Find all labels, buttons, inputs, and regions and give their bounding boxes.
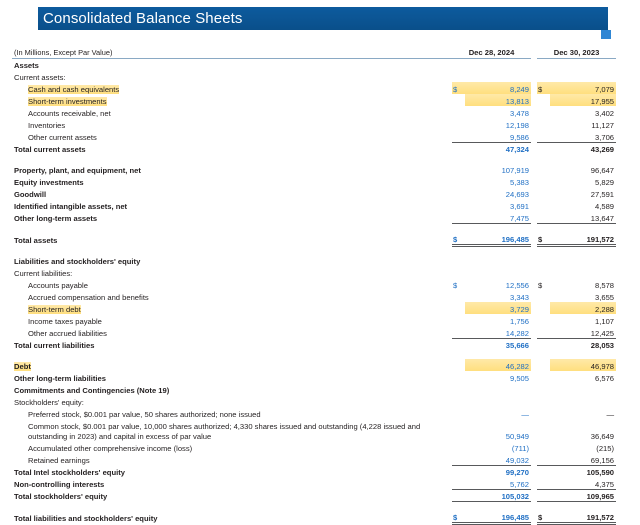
row-label-aoci: Accumulated other comprehensive income (loss) [28,444,193,453]
blank-cur-2 [537,187,550,199]
row-label-short-term-debt: Short-term debt [28,305,81,314]
blank-cur-1 [452,58,465,70]
row-value-common-2024: 50,949 [505,432,530,441]
rule-cur-2 [537,142,550,154]
blank-cur-1 [452,290,465,302]
row-value-debt-2023: 46,978 [550,359,616,371]
row-value-oal-2023: 12,425 [590,328,615,338]
row-spacer [12,245,616,254]
current-liabilities-heading: Current liabilities: [14,269,73,278]
row-label-preferred-stock: Preferred stock, $0.001 par value, 50 shares authorized; none issued [28,410,261,419]
blank-cur-1 [452,453,465,465]
balance-sheet-page [0,7,640,523]
table-row [12,94,616,106]
row-label-common-stock: Common stock, $0.001 par value, 10,000 shares authorized; 4,330 shares issued and outstanding (4,228 issued and outstanding in 2023) and capital in excess of par value [28,422,421,441]
row-label-other-long-term-liabilities: Other long-term liabilities [14,374,106,383]
row-value-accrued-comp-2023: 3,655 [595,293,615,302]
rule-cur-1 [452,465,465,477]
row-value-tcl-2023: 28,053 [550,338,616,350]
table-row-grand-total [12,501,616,523]
currency-symbol-2024: $ [452,501,465,523]
row-value-itp-2024: 1,756 [510,317,530,326]
table-row-total [12,338,616,350]
stockholders-equity-heading: Stockholders' equity: [14,398,84,407]
row-value-oal-2024: 14,282 [505,328,530,338]
blank-cur-2 [537,254,550,266]
blank-cur-2 [537,359,550,371]
blank-cur-1 [452,371,465,383]
rule-cur-1 [452,489,465,501]
blank-cur-2 [537,163,550,175]
currency-symbol-2024: $ [453,281,458,290]
row-label-total-stockholders-equity: Total stockholders' equity [14,492,108,501]
rule-cur-2 [537,338,550,350]
row-label-cash: Cash and cash equivalents [28,85,120,94]
table-row [12,130,616,142]
row-label-other-accrued-liabilities: Other accrued liabilities [28,329,107,338]
row-value-debt-2024: 46,282 [465,359,531,371]
blank-cur-2 [537,395,550,407]
row-value-sti-2023: 17,955 [550,94,616,106]
row-value-total-equity-2024: 105,032 [465,489,531,501]
table-row [12,302,616,314]
row-value-ppe-2023: 96,647 [590,166,615,175]
row-value-oltl-2024: 9,505 [510,374,530,383]
row-label-accounts-payable: Accounts payable [28,281,88,290]
blank-val-1 [465,254,531,266]
blank-val-1 [465,70,531,82]
table-row-total [12,465,616,477]
row-label-noncontrolling-interests: Non-controlling interests [14,480,105,489]
row-value-intangibles-2024: 3,691 [510,202,530,211]
row-label-commitments: Commitments and Contingencies (Note 19) [14,386,170,395]
row-value-std-2024: 3,729 [465,302,531,314]
blank-val-2 [550,70,616,82]
row-label-accrued-compensation: Accrued compensation and benefits [28,293,149,302]
table-row [12,106,616,118]
row-value-preferred-2023: — [606,410,615,419]
row-value-inventories-2023: 11,127 [591,121,615,130]
blank-cur-1 [452,254,465,266]
blank-cur-1 [452,314,465,326]
row-value-olta-2023: 13,647 [590,213,615,223]
blank-val-2 [550,383,616,395]
column-header-2024: Dec 28, 2024 [452,43,531,58]
currency-symbol-2024: $ [452,82,465,94]
blank-cur-1 [452,419,465,441]
table-row [12,199,616,211]
row-spacer [12,350,616,359]
blank-cur-2 [537,70,550,82]
rule-cur-2 [537,465,550,477]
row-label-other-current-assets: Other current assets [28,133,97,142]
resize-handle[interactable] [601,30,611,39]
row-value-goodwill-2023: 27,591 [590,190,615,199]
row-label-ppe: Property, plant, and equipment, net [14,166,141,175]
blank-cur-2 [537,175,550,187]
row-value-oca-2023: 3,706 [595,132,615,142]
row-label-inventories: Inventories [28,121,66,130]
section-heading-current-liabilities [12,266,616,278]
row-label-income-taxes-payable: Income taxes payable [28,317,102,326]
row-label-accounts-receivable: Accounts receivable, net [28,109,111,118]
rule-cur-2 [537,489,550,501]
row-value-oltl-2023: 6,576 [595,374,615,383]
current-assets-heading: Current assets: [14,73,66,82]
table-row [12,326,616,338]
blank-cur-2 [537,266,550,278]
blank-val-1 [465,58,531,70]
section-heading-assets [12,58,616,70]
row-value-eqinv-2023: 5,829 [595,178,615,187]
blank-val-2 [550,266,616,278]
blank-cur-2 [537,199,550,211]
row-value-olta-2024: 7,475 [510,213,530,223]
table-row [12,359,616,371]
row-value-intangibles-2023: 4,589 [595,202,615,211]
blank-cur-1 [452,130,465,142]
blank-cur-1 [452,175,465,187]
table-row [12,118,616,130]
blank-cur-1 [452,118,465,130]
blank-cur-1 [452,266,465,278]
table-row [12,187,616,199]
row-label-retained-earnings: Retained earnings [28,456,90,465]
table-row [12,383,616,395]
units-note: (In Millions, Except Par Value) [12,43,452,58]
document-title-bar [38,7,608,30]
row-value-retained-2024: 49,032 [505,455,530,465]
row-value-eqinv-2024: 5,383 [510,178,530,187]
blank-cur-1 [452,477,465,489]
blank-val-2 [550,58,616,70]
row-value-total-intel-equity-2023: 105,590 [550,465,616,477]
blank-cur-1 [452,326,465,338]
blank-cur-1 [452,302,465,314]
row-value-sti-2024: 13,813 [465,94,531,106]
blank-cur-2 [537,419,550,441]
row-value-tca-2024: 47,324 [465,142,531,154]
row-label-total-current-assets: Total current assets [14,145,86,154]
row-value-total-equity-2023: 109,965 [550,489,616,501]
blank-cur-2 [537,58,550,70]
currency-symbol-2024: $ [452,223,465,245]
blank-cur-1 [452,395,465,407]
blank-val-1 [465,395,531,407]
row-value-total-liab-equity-2024: 196,485 [465,501,531,523]
rule-cur-1 [452,142,465,154]
table-row-total [12,489,616,501]
blank-cur-2 [537,441,550,453]
row-value-ap-2024: 12,556 [505,281,530,290]
blank-val-1 [465,266,531,278]
table-row [12,407,616,419]
row-value-itp-2023: 1,107 [595,317,615,326]
rule-cur-1 [452,338,465,350]
row-spacer [12,154,616,163]
row-value-total-liab-equity-2023: 191,572 [550,501,616,523]
table-row [12,278,616,290]
currency-symbol-2023: $ [537,223,550,245]
row-value-std-2023: 2,288 [550,302,616,314]
table-row [12,371,616,383]
blank-cur-2 [537,130,550,142]
row-value-ap-2023: 8,578 [595,281,615,290]
blank-cur-1 [452,70,465,82]
blank-cur-2 [537,453,550,465]
table-row [12,441,616,453]
title-bar-container [0,7,640,30]
blank-cur-2 [537,94,550,106]
row-label-short-term-investments: Short-term investments [28,97,107,106]
row-value-common-2023: 36,649 [590,432,615,441]
blank-cur-2 [537,326,550,338]
blank-cur-2 [537,211,550,223]
row-value-preferred-2024: — [521,410,530,419]
section-heading-liabilities [12,254,616,266]
row-label-goodwill: Goodwill [14,190,47,199]
blank-val-2 [550,395,616,407]
row-value-nci-2024: 5,762 [510,479,530,489]
currency-symbol-2023: $ [537,501,550,523]
blank-cur-1 [452,383,465,395]
blank-cur-1 [452,94,465,106]
balance-sheet-table [12,43,616,525]
blank-cur-1 [452,163,465,175]
blank-cur-2 [537,290,550,302]
blank-cur-1 [452,407,465,419]
row-label-other-long-term-assets: Other long-term assets [14,214,98,223]
row-label-equity-investments: Equity investments [14,178,84,187]
row-value-total-intel-equity-2024: 99,270 [465,465,531,477]
row-value-total-assets-2024: 196,485 [465,223,531,245]
row-value-tcl-2024: 35,666 [465,338,531,350]
row-value-inventories-2024: 12,198 [505,121,530,130]
table-row-total [12,223,616,245]
blank-cur-1 [452,187,465,199]
blank-cur-2 [537,371,550,383]
assets-heading: Assets [14,61,39,70]
row-value-oca-2024: 9,586 [510,132,530,142]
section-heading-stockholders-equity [12,395,616,407]
blank-val-2 [550,254,616,266]
column-header-2023: Dec 30, 2023 [537,43,616,58]
table-row [12,175,616,187]
table-row-total [12,142,616,154]
row-label-total-assets: Total assets [14,236,58,245]
blank-cur-1 [452,441,465,453]
blank-cur-2 [537,314,550,326]
blank-cur-1 [452,211,465,223]
table-row [12,419,616,441]
row-value-ar-2024: 3,478 [510,109,530,118]
row-label-total-liabilities-and-equity: Total liabilities and stockholders' equity [14,514,158,523]
table-row [12,477,616,489]
blank-cur-1 [452,359,465,371]
table-header-row [12,43,616,58]
blank-cur-2 [537,407,550,419]
table-row [12,453,616,465]
table-row [12,82,616,94]
table-row [12,163,616,175]
row-label-total-intel-equity: Total Intel stockholders' equity [14,468,125,477]
blank-cur-2 [537,383,550,395]
blank-cur-2 [537,106,550,118]
row-value-ppe-2024: 107,919 [501,166,530,175]
table-row [12,290,616,302]
blank-cur-1 [452,106,465,118]
blank-cur-2 [537,118,550,130]
row-label-debt: Debt [14,362,31,371]
row-value-ar-2023: 3,402 [595,109,615,118]
table-row [12,314,616,326]
blank-cur-1 [452,199,465,211]
row-value-tca-2023: 43,269 [550,142,616,154]
table-row [12,211,616,223]
currency-symbol-2023: $ [538,281,543,290]
row-value-nci-2023: 4,375 [595,479,615,489]
blank-cur-2 [537,477,550,489]
row-value-retained-2023: 69,156 [590,455,615,465]
row-value-goodwill-2024: 24,693 [505,190,530,199]
page-title: Consolidated Balance Sheets [43,10,243,27]
currency-symbol-2023: $ [537,82,550,94]
row-value-aoci-2024: (711) [511,444,530,453]
blank-cur-2 [537,302,550,314]
liabilities-heading: Liabilities and stockholders' equity [14,257,141,266]
row-value-aoci-2023: (215) [596,444,615,453]
blank-val-1 [465,383,531,395]
row-value-cash-2024: 8,249 [465,82,531,94]
row-value-accrued-comp-2024: 3,343 [510,293,530,302]
row-label-total-current-liabilities: Total current liabilities [14,341,95,350]
row-value-total-assets-2023: 191,572 [550,223,616,245]
row-label-intangibles: Identified intangible assets, net [14,202,128,211]
row-value-cash-2023: 7,079 [550,82,616,94]
section-heading-current-assets [12,70,616,82]
